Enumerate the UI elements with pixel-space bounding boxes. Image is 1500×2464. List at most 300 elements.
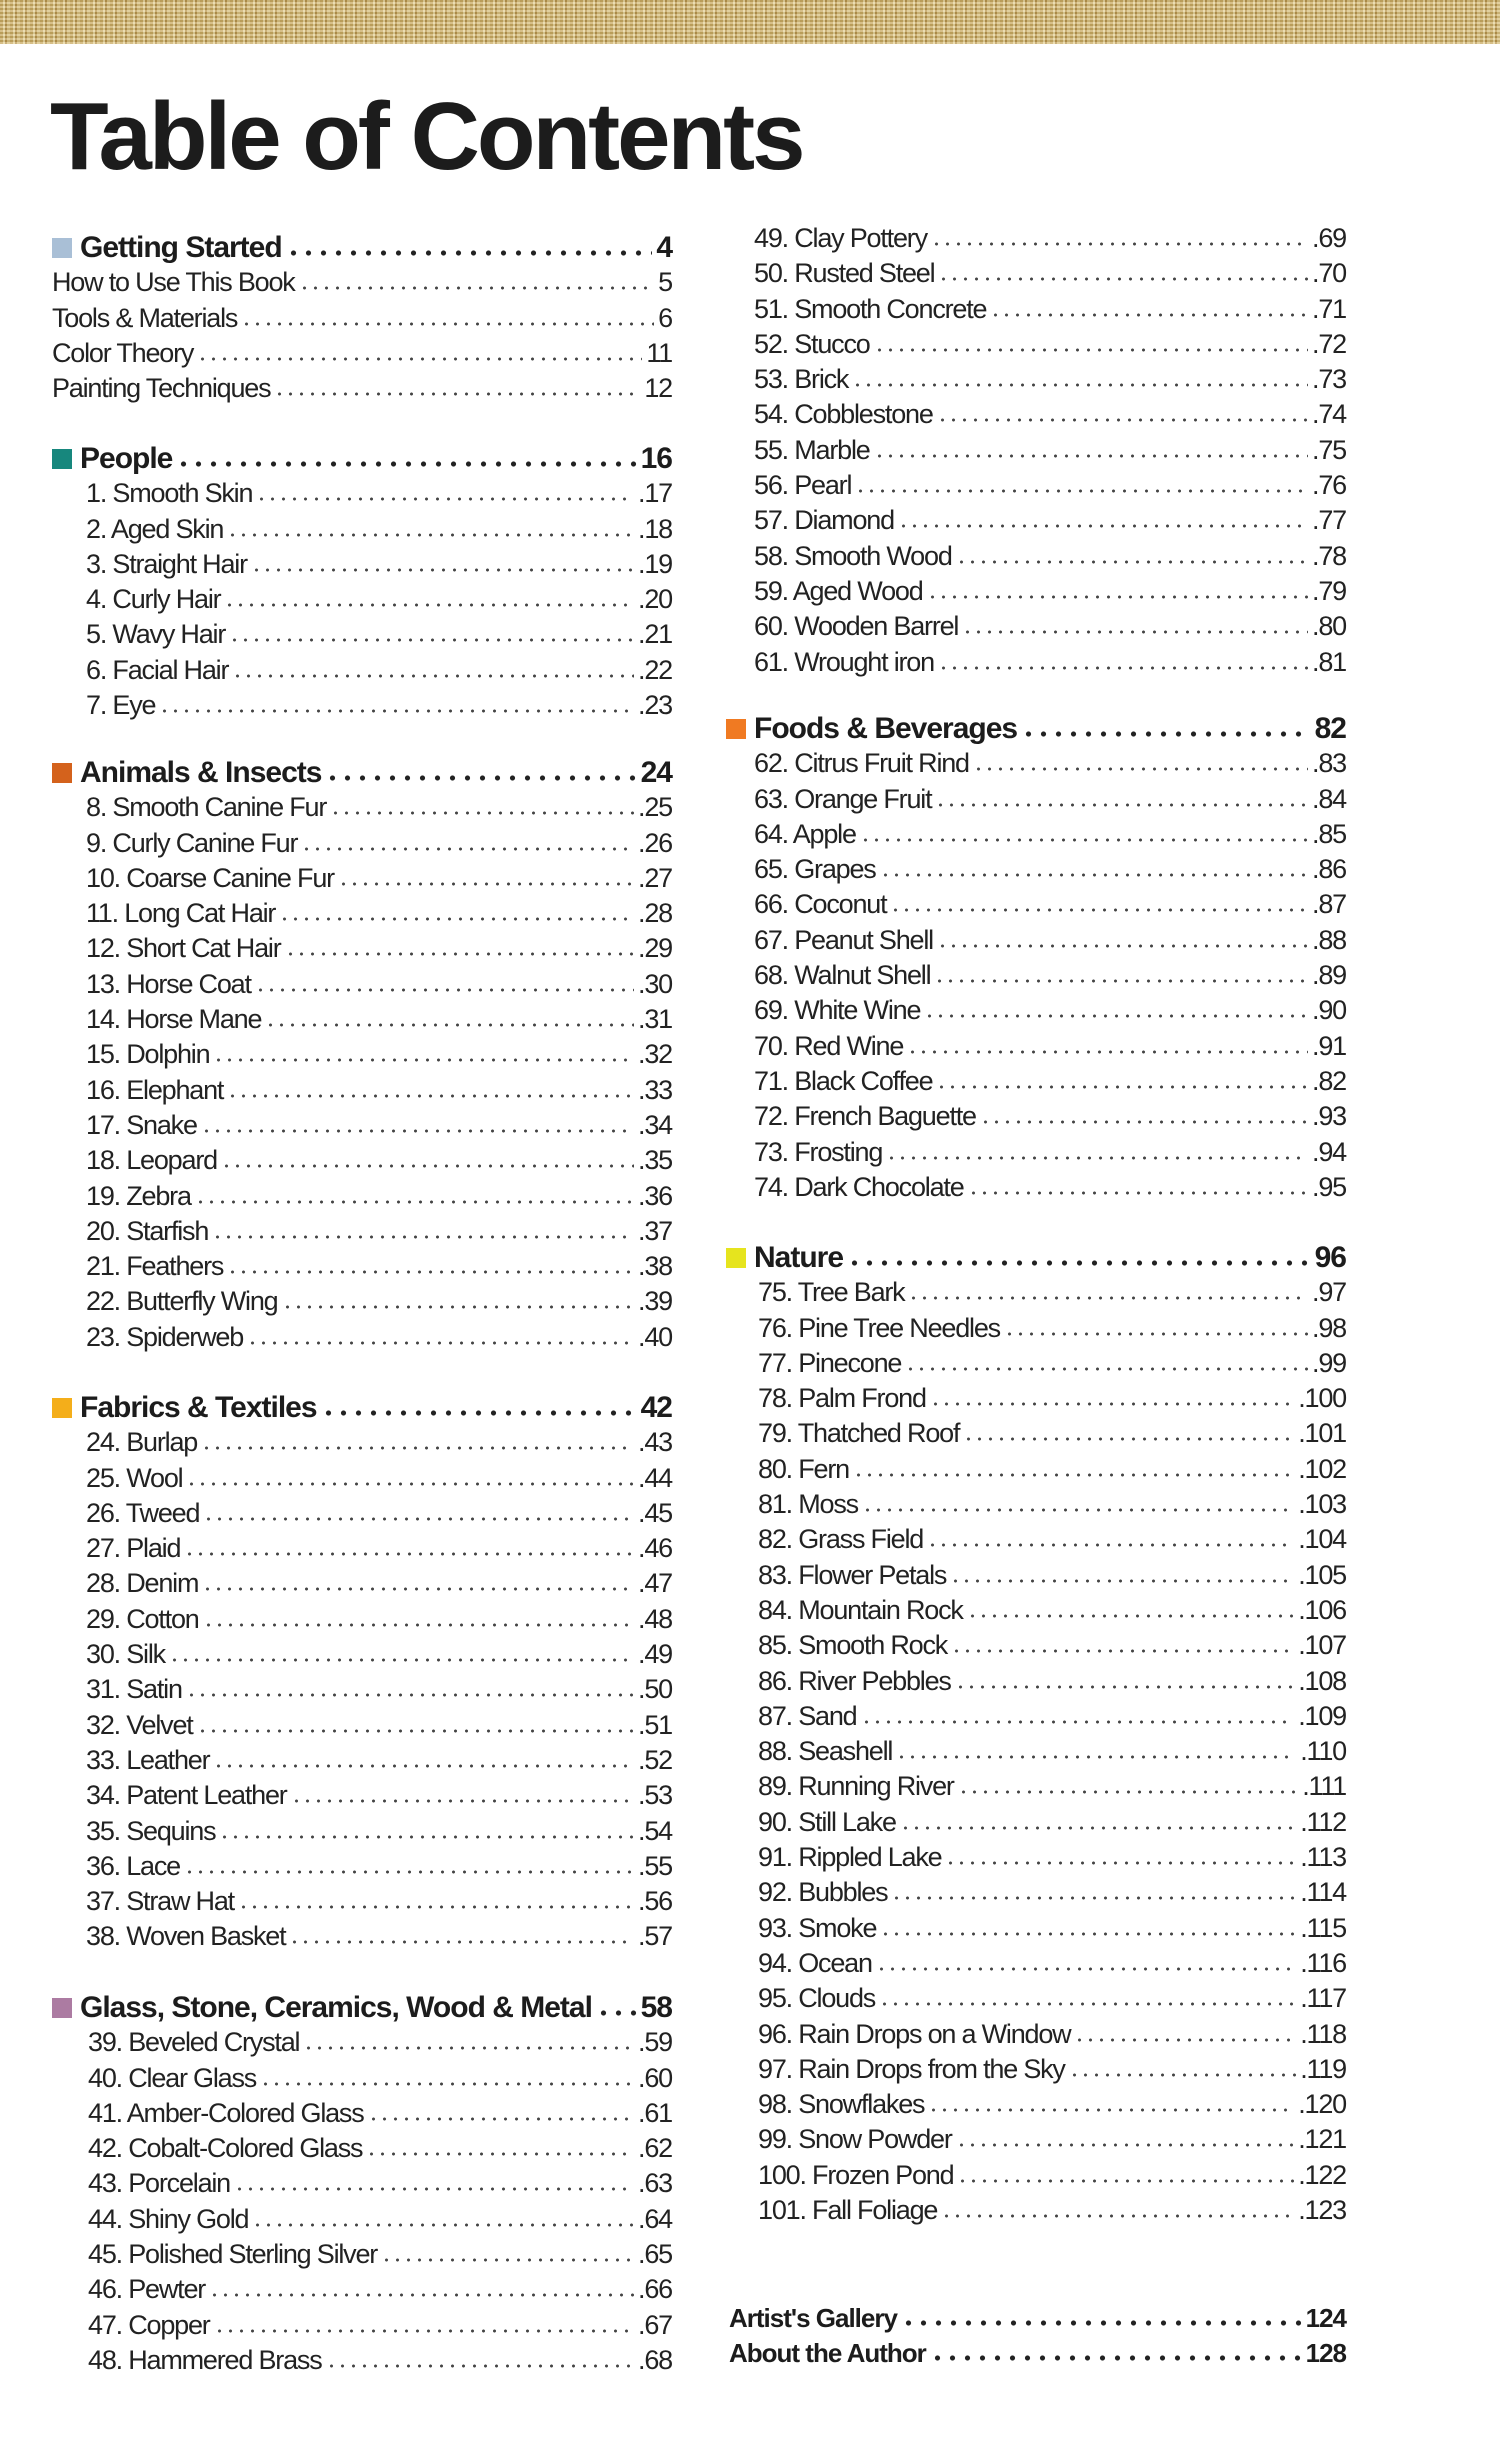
toc-entry[interactable] [726,746,1346,781]
dot-leader [176,458,636,468]
toc-entry[interactable] [52,301,672,336]
toc-entry[interactable] [52,2061,672,2096]
toc-entry[interactable] [726,1487,1346,1522]
page-number: . 80 [1312,609,1346,644]
entry-title: 75. Tree Bark [758,1277,905,1308]
toc-entry[interactable] [726,852,1346,887]
dot-leader [1021,728,1311,738]
dot-leader [938,661,1308,671]
page-number: . 56 [638,1884,672,1919]
page-number: . 71 [1312,292,1346,327]
toc-entry[interactable] [726,1805,1346,1840]
page-number: . 43 [638,1425,672,1460]
entry-title: 23. Spiderweb [86,1321,244,1352]
page-number: . 112 [1300,1805,1346,1840]
dot-leader [338,877,634,887]
toc-entry[interactable] [726,1593,1346,1628]
dot-leader [197,352,642,362]
entry-title: 20. Starfish [86,1215,209,1246]
entry-title: 71. Black Coffee [754,1065,933,1096]
page-number: . 121 [1298,2122,1346,2157]
section-fabrics-textiles [52,1390,672,1955]
entry-title: 94. Ocean [758,1947,872,1978]
page-number: . 99 [1312,1346,1346,1381]
toc-entry[interactable] [52,967,672,1002]
toc-entry[interactable] [52,2272,672,2307]
page-number: . 19 [638,547,672,582]
entry-title: About the Author [729,2338,926,2369]
toc-entry[interactable] [726,1452,1346,1487]
dot-leader [212,1230,634,1240]
toc-entry[interactable] [726,2087,1346,2122]
dot-leader [289,1935,634,1945]
entry-title: 16. Elephant [86,1074,224,1105]
entry-title: 61. Wrought iron [754,646,934,677]
dot-leader [285,947,635,957]
entry-title: 15. Dolphin [86,1039,210,1070]
toc-entry[interactable] [52,1179,672,1214]
dot-leader [227,1265,634,1275]
page-number: 82 [1314,712,1346,745]
page-number: . 27 [638,861,672,896]
toc-entry[interactable] [726,362,1346,397]
toc-entry[interactable] [726,1946,1346,1981]
entry-title: 26. Tweed [86,1497,200,1528]
toc-entry[interactable] [52,1284,672,1319]
page-number: . 70 [1312,256,1346,291]
back-matter-entry[interactable] [729,2336,1346,2371]
toc-entry[interactable] [52,861,672,896]
toc-entry[interactable] [726,1628,1346,1663]
page-number: . 36 [638,1179,672,1214]
toc-entry[interactable] [726,1911,1346,1946]
dot-leader [238,1900,634,1910]
dot-leader [169,1653,634,1663]
toc-entry[interactable] [52,2096,672,2131]
entry-title: 43. Porcelain [88,2168,230,2199]
page-number: . 54 [638,1814,672,1849]
entry-title: 57. Diamond [754,505,894,536]
toc-entry[interactable] [52,1496,672,1531]
page-number: . 39 [638,1284,672,1319]
page-number: . 73 [1312,362,1346,397]
toc-entry[interactable] [52,2343,672,2378]
dot-leader [861,1715,1295,1725]
dot-leader [232,669,634,679]
dot-leader [852,378,1308,388]
section-heading[interactable] [52,230,672,265]
toc-entry[interactable] [726,1769,1346,1804]
toc-entry[interactable] [726,993,1346,1028]
page-number: . 17 [638,476,672,511]
toc-entry[interactable] [52,1108,672,1143]
page-number: . 87 [1312,887,1346,922]
page-number: . 65 [638,2237,672,2272]
page-number: 12 [644,373,672,404]
entry-title: Foods & Beverages [754,712,1018,745]
toc-entry[interactable] [52,1073,672,1108]
dot-leader [945,1856,1296,1866]
entry-title: 39. Beveled Crystal [88,2027,300,2058]
dot-leader [1069,2068,1296,2078]
toc-entry[interactable] [52,582,672,617]
toc-entry[interactable] [726,1381,1346,1416]
entry-title: 99. Snow Powder [758,2124,952,2155]
dot-leader [201,1124,634,1134]
back-matter-entry[interactable] [729,2301,1346,2336]
entry-title: 11. Long Cat Hair [86,898,276,929]
dot-leader [980,1115,1308,1125]
entry-title: 72. French Baguette [754,1101,976,1132]
entry-title: 52. Stucco [754,328,870,359]
dot-leader [879,1997,1296,2007]
toc-entry[interactable] [52,1566,672,1601]
toc-entry[interactable] [52,1143,672,1178]
page-number: . 37 [638,1214,672,1249]
dot-leader [962,625,1308,635]
toc-entry[interactable] [52,2025,672,2060]
entry-title: 48. Hammered Brass [88,2344,322,2375]
entry-title: 54. Cobblestone [754,399,933,430]
page-number: 24 [640,756,672,789]
page-number: . 88 [1312,923,1346,958]
toc-entry[interactable] [726,2052,1346,2087]
toc-entry[interactable] [52,826,672,861]
dot-leader [184,1547,634,1557]
dot-leader [938,272,1308,282]
entry-title: 79. Thatched Roof [758,1418,960,1449]
toc-entry[interactable] [726,1558,1346,1593]
toc-entry[interactable] [52,1778,672,1813]
entry-title: 93. Smoke [758,1912,877,1943]
toc-entry[interactable] [52,931,672,966]
dot-leader [937,413,1308,423]
dot-leader [251,563,634,573]
dot-leader [963,1432,1294,1442]
section-heading[interactable] [726,711,1346,746]
page-number: . 118 [1300,2017,1346,2052]
toc-entry[interactable] [726,433,1346,468]
page-number: . 97 [1312,1275,1346,1310]
toc-entry[interactable] [52,1461,672,1496]
entry-title: 100. Frozen Pond [758,2159,954,2190]
page-number: . 52 [638,1743,672,1778]
toc-entry[interactable] [52,1249,672,1284]
toc-entry[interactable] [52,1602,672,1637]
entry-title: 70. Red Wine [754,1030,904,1061]
dot-leader [299,281,655,291]
section-heading[interactable] [52,755,672,790]
entry-title: 74. Dark Chocolate [754,1171,964,1202]
page-number: . 106 [1298,1593,1346,1628]
toc-entry[interactable] [726,1170,1346,1205]
entry-title: 53. Brick [754,364,849,395]
page-number: . 75 [1312,433,1346,468]
entry-title: 7. Eye [86,690,156,721]
dot-leader [203,1512,634,1522]
toc-entry[interactable] [726,539,1346,574]
toc-entry[interactable] [52,1743,672,1778]
toc-entry[interactable] [726,887,1346,922]
toc-entry[interactable] [726,1664,1346,1699]
dot-leader [282,1300,635,1310]
dot-leader [990,308,1308,318]
page-number: . 62 [638,2131,672,2166]
toc-entry[interactable] [726,923,1346,958]
dot-leader [213,1759,634,1769]
dot-leader [896,1750,1296,1760]
toc-entry[interactable] [726,327,1346,362]
toc-entry[interactable] [726,397,1346,432]
page-number: . 91 [1312,1029,1346,1064]
entry-title: 1. Smooth Skin [86,478,253,509]
page-number: . 77 [1312,503,1346,538]
section-color-icon [52,449,72,469]
dot-leader [195,1195,634,1205]
dot-leader [900,1821,1296,1831]
dot-leader [934,974,1308,984]
entry-title: 96. Rain Drops on a Window [758,2018,1071,2049]
toc-entry[interactable] [726,2158,1346,2193]
toc-entry[interactable] [726,1029,1346,1064]
entry-title: 36. Lace [86,1850,180,1881]
dot-leader [202,1582,634,1592]
toc-entry[interactable] [726,1981,1346,2016]
dot-leader [291,1794,634,1804]
toc-entry[interactable] [52,371,672,406]
toc-entry[interactable] [726,1840,1346,1875]
toc-entry[interactable] [52,2202,672,2237]
toc-entry[interactable] [726,609,1346,644]
toc-entry[interactable] [726,2122,1346,2157]
entry-title: 31. Satin [86,1674,182,1705]
page-number: . 94 [1312,1135,1346,1170]
dot-leader [197,1724,634,1734]
entry-title: 9. Curly Canine Fur [86,827,298,858]
toc-entry[interactable] [52,2237,672,2272]
toc-entry[interactable] [726,468,1346,503]
toc-entry[interactable] [726,817,1346,852]
toc-entry[interactable] [726,1416,1346,1451]
page-number: . 116 [1300,1946,1346,1981]
page-number: . 66 [638,2272,672,2307]
toc-entry[interactable] [52,653,672,688]
dot-leader [274,387,640,397]
dot-leader [159,704,634,714]
dot-leader [898,519,1308,529]
toc-entry[interactable] [726,1311,1346,1346]
section-heading[interactable] [726,1240,1346,1275]
entry-title: 80. Fern [758,1453,849,1484]
page-number: . 95 [1312,1170,1346,1205]
section-color-icon [52,1998,72,2018]
toc-entry[interactable] [52,790,672,825]
section-continued [726,221,1346,680]
page-number: . 59 [638,2025,672,2060]
dot-leader [229,633,634,643]
entry-title: 44. Shiny Gold [88,2203,249,2234]
toc-entry[interactable] [52,1037,672,1072]
dot-leader [876,1962,1296,1972]
toc-entry[interactable] [726,1064,1346,1099]
dot-leader [874,449,1308,459]
toc-entry[interactable] [726,2193,1346,2228]
dot-leader [968,1186,1309,1196]
entry-title: 25. Wool [86,1462,183,1493]
section-foods-beverages [726,711,1346,1205]
page-number: . 113 [1300,1840,1346,1875]
page-number: . 108 [1298,1664,1346,1699]
toc-entry[interactable] [726,1875,1346,1910]
toc-entry[interactable] [52,617,672,652]
toc-entry[interactable] [726,1699,1346,1734]
section-heading[interactable] [52,1390,672,1425]
toc-entry[interactable] [52,2131,672,2166]
page-number: . 31 [638,1002,672,1037]
toc-entry[interactable] [52,336,672,371]
dot-leader [1004,1327,1308,1337]
dot-leader [326,2359,635,2369]
section-color-icon [726,719,746,739]
page-number: . 61 [638,2096,672,2131]
section-animals-insects [52,755,672,1355]
entry-title: 98. Snowflakes [758,2089,925,2120]
page-number: . 45 [638,1496,672,1531]
entry-title: Painting Techniques [52,373,271,404]
page-number: 11 [646,337,672,368]
section-heading[interactable] [52,1990,672,2025]
toc-entry[interactable] [52,1214,672,1249]
page-number: . 78 [1312,539,1346,574]
entry-title: How to Use This Book [52,267,295,298]
toc-entry[interactable] [52,265,672,300]
toc-entry[interactable] [726,782,1346,817]
page-number: . 67 [638,2308,672,2343]
page-number: . 25 [638,790,672,825]
toc-entry[interactable] [726,958,1346,993]
entry-title: 65. Grapes [754,854,876,885]
dot-leader [368,2112,635,2122]
dot-leader [905,1362,1308,1372]
page-number: . 105 [1298,1558,1346,1593]
entry-title: 62. Citrus Fruit Rind [754,748,969,779]
page-number: . 103 [1298,1487,1346,1522]
toc-entry[interactable] [52,476,672,511]
toc-entry[interactable] [52,1708,672,1743]
toc-entry[interactable] [52,1814,672,1849]
dot-leader [937,939,1308,949]
entry-title: 92. Bubbles [758,1877,888,1908]
entry-title: 6. Facial Hair [86,654,229,685]
toc-entry[interactable] [52,1425,672,1460]
toc-entry[interactable] [52,1919,672,1954]
page-number: . 69 [1312,221,1346,256]
toc-entry[interactable] [52,1637,672,1672]
entry-title: Tools & Materials [52,302,238,333]
entry-title: 47. Copper [88,2309,210,2340]
entry-title: 73. Frosting [754,1136,883,1167]
toc-entry[interactable] [726,292,1346,327]
page-number: . 53 [638,1778,672,1813]
toc-entry[interactable] [726,1734,1346,1769]
page-number: . 107 [1298,1628,1346,1663]
toc-entry[interactable] [52,896,672,931]
toc-entry[interactable] [52,547,672,582]
dot-leader [874,343,1308,353]
toc-entry[interactable] [52,1672,672,1707]
toc-entry[interactable] [726,2017,1346,2052]
entry-title: 4. Curly Hair [86,584,221,615]
section-getting-started [52,230,672,406]
entry-title: 69. White Wine [754,995,921,1026]
dot-leader [321,1407,637,1417]
entry-title: 83. Flower Petals [758,1559,947,1590]
page-number: . 93 [1312,1099,1346,1134]
toc-entry[interactable] [52,1849,672,1884]
entry-title: 22. Butterfly Wing [86,1286,278,1317]
page-number: 5 [658,267,672,298]
entry-title: 88. Seashell [758,1736,893,1767]
entry-title: 21. Feathers [86,1251,224,1282]
toc-entry[interactable] [726,1275,1346,1310]
entry-title: 101. Fall Foliage [758,2195,938,2226]
toc-entry[interactable] [726,1135,1346,1170]
dot-leader [279,912,634,922]
toc-entry[interactable] [726,645,1346,680]
toc-entry[interactable] [52,1531,672,1566]
entry-title: 28. Denim [86,1568,199,1599]
page-number: . 102 [1298,1452,1346,1487]
dot-leader [927,590,1308,600]
dot-leader [596,2007,637,2017]
page-number: . 101 [1298,1416,1346,1451]
entry-title: 27. Plaid [86,1533,181,1564]
toc-entry[interactable] [52,1002,672,1037]
toc-entry[interactable] [52,1320,672,1355]
entry-title: 91. Rippled Lake [758,1842,942,1873]
entry-title: 33. Leather [86,1744,210,1775]
dot-leader [286,247,653,257]
toc-entry[interactable] [726,221,1346,256]
dot-leader [260,2077,634,2087]
toc-entry[interactable] [52,2308,672,2343]
toc-entry[interactable] [726,574,1346,609]
toc-entry[interactable] [52,2166,672,2201]
toc-entry[interactable] [726,503,1346,538]
page-number: . 115 [1300,1911,1346,1946]
entry-title: 29. Cotton [86,1603,199,1634]
entry-title: 82. Grass Field [758,1524,924,1555]
section-color-icon [52,238,72,258]
toc-entry[interactable] [52,1884,672,1919]
entry-title: 8. Smooth Canine Fur [86,792,327,823]
toc-entry[interactable] [726,1099,1346,1134]
entry-title: 95. Clouds [758,1983,876,2014]
toc-entry[interactable] [52,512,672,547]
entry-title: 3. Straight Hair [86,548,247,579]
toc-entry[interactable] [726,256,1346,291]
toc-entry[interactable] [726,1346,1346,1381]
section-glass-stone-ceramics-wood-metal [52,1990,672,2378]
entry-title: 13. Horse Coat [86,968,251,999]
toc-entry[interactable] [726,1522,1346,1557]
back-matter [729,2301,1346,2372]
dot-leader [241,317,654,327]
page-number: . 81 [1312,645,1346,680]
page-number: . 84 [1312,782,1346,817]
section-heading[interactable] [52,441,672,476]
toc-entry[interactable] [52,688,672,723]
